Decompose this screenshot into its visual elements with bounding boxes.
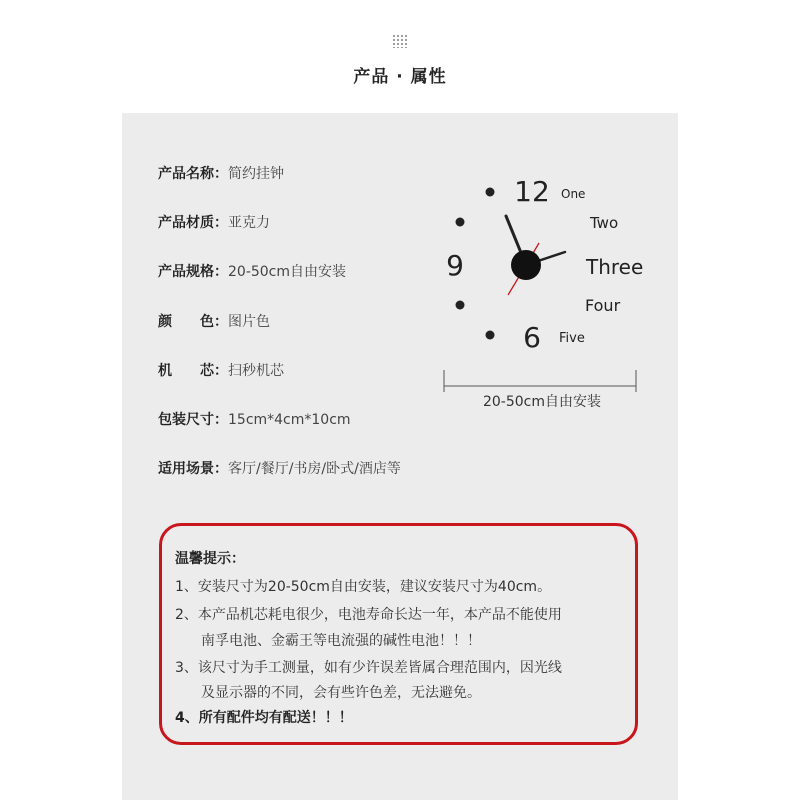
clock-dot: [456, 218, 465, 227]
notice-line: 3、该尺寸为手工测量，如有少许误差皆属合理范围内，因光线: [175, 660, 562, 676]
spec-row-name: [158, 163, 284, 183]
spec-label: 产品名称：: [158, 166, 228, 182]
clock-illustration: [440, 170, 650, 420]
section-title: 产品 · 属性: [353, 67, 447, 87]
clock-word-five: Five: [559, 331, 585, 346]
notice-line: 4、所有配件均有配送！！！: [175, 710, 353, 726]
spec-label: 适用场景：: [158, 461, 228, 477]
notice-line: 及显示器的不同，会有些许色差，无法避免。: [201, 685, 481, 701]
spec-label: 产品规格：: [158, 264, 228, 280]
clock-center-hub: [511, 250, 541, 280]
spec-row-size: [158, 261, 346, 281]
clock-numeral-12: 12: [514, 175, 550, 208]
spec-value: 扫秒机芯: [228, 363, 284, 379]
clock-word-two: Two: [590, 214, 619, 232]
spec-label: 包装尺寸：: [158, 412, 228, 428]
clock-dot: [486, 188, 495, 197]
clock-numeral-6: 6: [523, 321, 541, 354]
spec-value: 简约挂钟: [228, 166, 284, 182]
spec-label: 产品材质：: [158, 215, 228, 231]
spec-row-package: [158, 409, 351, 429]
clock-dot: [456, 301, 465, 310]
spec-label: 机 芯：: [158, 363, 228, 379]
spec-row-scene: [158, 458, 401, 478]
clock-word-four: Four: [585, 296, 621, 315]
spec-value: 15cm*4cm*10cm: [228, 412, 351, 428]
dimension-label: 20-50cm自由安装: [482, 394, 602, 410]
spec-value: 客厅/餐厅/书房/卧式/酒店等: [228, 461, 401, 477]
spec-row-movement: [158, 360, 284, 380]
spec-row-color: [158, 311, 270, 331]
spec-value: 20-50cm自由安装: [228, 264, 347, 280]
clock-word-one: One: [561, 187, 586, 201]
clock-numeral-9: 9: [446, 249, 464, 282]
spec-label: 颜 色：: [158, 314, 228, 330]
spec-row-material: [158, 212, 270, 232]
notice-heading: 温馨提示：: [175, 551, 245, 567]
dots-icon: [392, 34, 408, 48]
clock-dot: [486, 331, 495, 340]
notice-line: 1、安装尺寸为20-50cm自由安装，建议安装尺寸为40cm。: [175, 579, 552, 595]
spec-value: 亚克力: [228, 215, 270, 231]
spec-value: 图片色: [228, 314, 270, 330]
clock-word-three: Three: [586, 255, 644, 279]
notice-line: 南孚电池、金霸王等电流强的碱性电池！！！: [201, 633, 481, 649]
notice-line: 2、本产品机芯耗电很少，电池寿命长达一年，本产品不能使用: [175, 607, 562, 623]
